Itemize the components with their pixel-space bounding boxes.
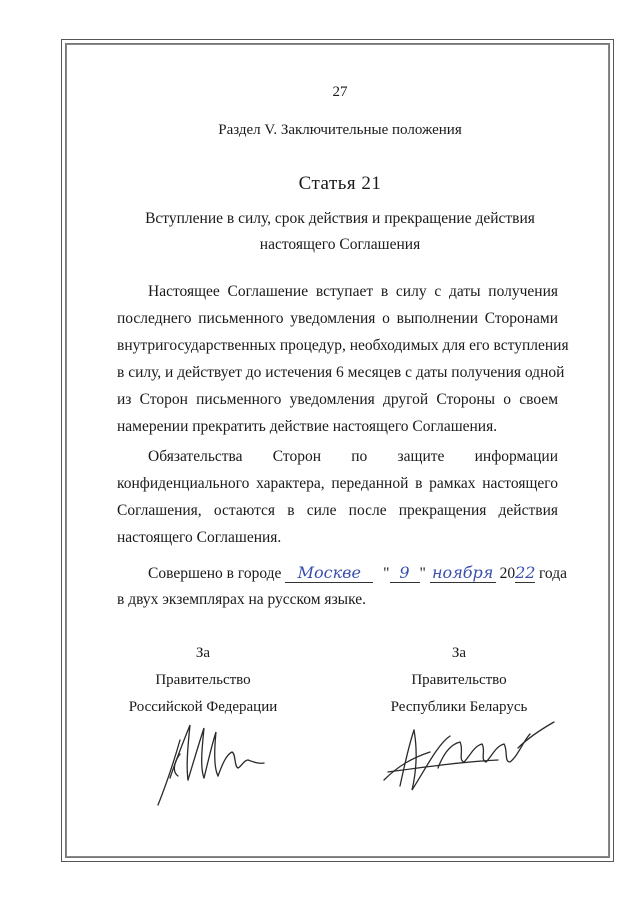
paragraph-line: последнего письменного уведомления о выполнении Сторонами: [117, 310, 558, 327]
signatory-line: Республики Беларусь: [390, 699, 528, 715]
signing-prefix: Совершено в городе: [148, 565, 282, 582]
paragraph-line: из Сторон письменного уведомления другой Стороны о своем: [117, 391, 558, 408]
signatory-russia: [118, 640, 288, 721]
city-handwritten: Москве: [285, 564, 373, 583]
signatory-line: Правительство: [155, 672, 251, 688]
signing-suffix: года: [538, 565, 567, 582]
quote-open: ": [383, 565, 390, 582]
signatory-line: За: [451, 645, 467, 661]
paragraph-line: намерении прекратить действие настоящего Соглашения.: [117, 418, 498, 435]
paragraph-line: Обязательства Сторон по защите информации: [148, 448, 558, 465]
paragraph-line: Соглашения, остаются в силе после прекращения действия: [117, 502, 558, 519]
signatory-line: Правительство: [411, 672, 507, 688]
paragraph-line: Настоящее Соглашение вступает в силу с даты получения: [148, 283, 558, 300]
paragraph-line: конфиденциального характера, переданной в рамках настоящего: [117, 475, 558, 492]
article-heading-line: Вступление в силу, срок действия и прекращение действия: [145, 210, 535, 227]
article-heading: [110, 206, 570, 258]
paragraph-line: настоящего Соглашения.: [117, 529, 282, 546]
day-handwritten: 9: [390, 564, 420, 583]
article-title: Статья 21: [298, 173, 382, 194]
signing-copies-line: в двух экземплярах на русском языке.: [117, 591, 366, 608]
year-handwritten: 22: [515, 563, 536, 582]
signatory-line: За: [195, 645, 211, 661]
signatory-line: Российской Федерации: [128, 699, 278, 715]
month-handwritten: ноября: [430, 564, 496, 583]
signing-place-date: [148, 564, 588, 583]
quote-close: ": [419, 565, 426, 582]
paragraph-line: в силу, и действует до истечения 6 месяцев с даты получения одной: [117, 364, 565, 381]
signature-russia: [150, 710, 270, 810]
page-number: 27: [332, 84, 348, 100]
year-prefix: 20: [499, 565, 516, 582]
section-title: Раздел V. Заключительные положения: [218, 122, 462, 138]
paragraph-line: внутригосударственных процедур, необходимых для его вступления: [117, 337, 569, 354]
signature-belarus: [378, 708, 558, 808]
article-heading-line: настоящего Соглашения: [259, 236, 421, 253]
